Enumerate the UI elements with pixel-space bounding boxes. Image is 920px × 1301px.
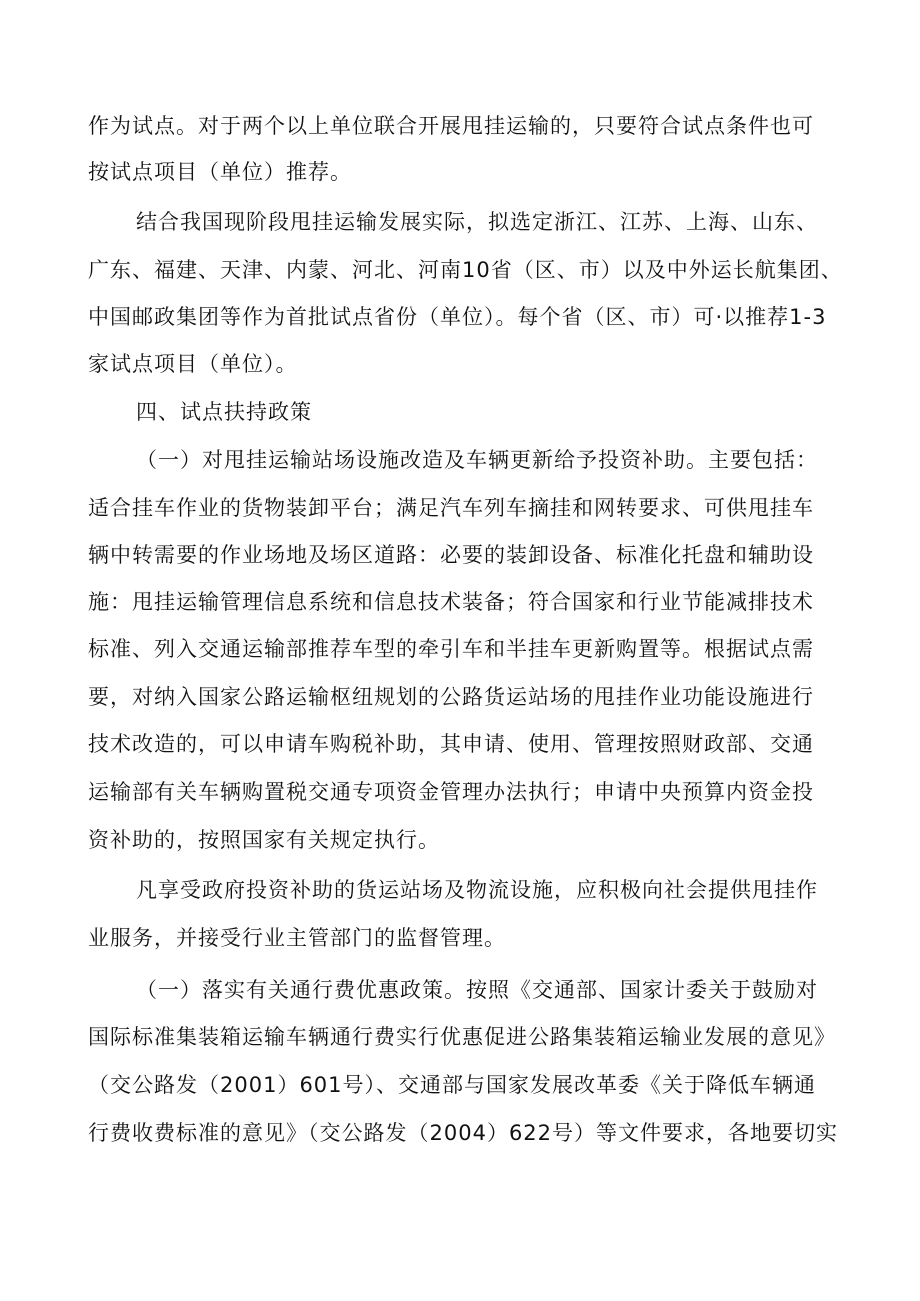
text-line: 资补助的，按照国家有关规定执行。	[88, 828, 440, 852]
text-line: 辆中转需要的作业场地及场区道路：必要的装卸设备、标准化托盘和辅助设	[88, 543, 814, 567]
text-line: 施：甩挂运输管理信息系统和信息技术装备；符合国家和行业节能减排技术	[88, 590, 814, 614]
text-line: 行费收费标准的意见》（交公路发（2004）622号）等文件要求，各地要切实	[88, 1121, 839, 1145]
text-line: 标准、列入交通运输部推荐车型的牵引车和半挂车更新购置等。根据试点需	[88, 637, 814, 661]
text-line: （一）对甩挂运输站场设施改造及车辆更新给予投资补助。主要包括：	[136, 448, 818, 472]
text-line: 业服务，并接受行业主管部门的监督管理。	[88, 926, 506, 950]
text-line: 中国邮政集团等作为首批试点省份（单位）。每个省（区、市）可·以推荐1-3	[88, 305, 827, 329]
text-line: （交公路发（2001）601号）、交通部与国家发展改革委《关于降低车辆通	[88, 1073, 817, 1097]
text-line: （一）落实有关通行费优惠政策。按照《交通部、国家计委关于鼓励对	[136, 978, 818, 1002]
text-line: 技术改造的，可以申请车购税补助，其申请、使用、管理按照财政部、交通	[88, 732, 814, 756]
text-line: 运输部有关车辆购置税交通专项资金管理办法执行；申请中央预算内资金投	[88, 780, 814, 804]
text-line: 家试点项目（单位）。	[88, 352, 298, 376]
text-line: 适合挂车作业的货物装卸平台；满足汽车列车摘挂和网转要求、可供甩挂车	[88, 496, 814, 520]
text-line: 广东、福建、天津、内蒙、河北、河南10省（区、市）以及中外运长航集团、	[88, 258, 843, 282]
text-line: 要，对纳入国家公路运输枢纽规划的公路货运站场的甩挂作业功能设施进行	[88, 685, 814, 709]
text-line: 凡享受政府投资补助的货运站场及物流设施，应积极向社会提供甩挂作	[136, 878, 818, 902]
text-line: 作为试点。对于两个以上单位联合开展甩挂运输的，只要符合试点条件也可	[88, 114, 814, 138]
section-heading: 四、试点扶持政策	[136, 400, 312, 424]
text-line: 国际标准集装箱运输车辆通行费实行优惠促进公路集装箱运输业发展的意见》	[88, 1025, 836, 1049]
text-line: 结合我国现阶段甩挂运输发展实际，拟选定浙江、江苏、上海、山东、	[136, 210, 818, 234]
text-line: 按试点项目（单位）推荐。	[88, 160, 352, 184]
